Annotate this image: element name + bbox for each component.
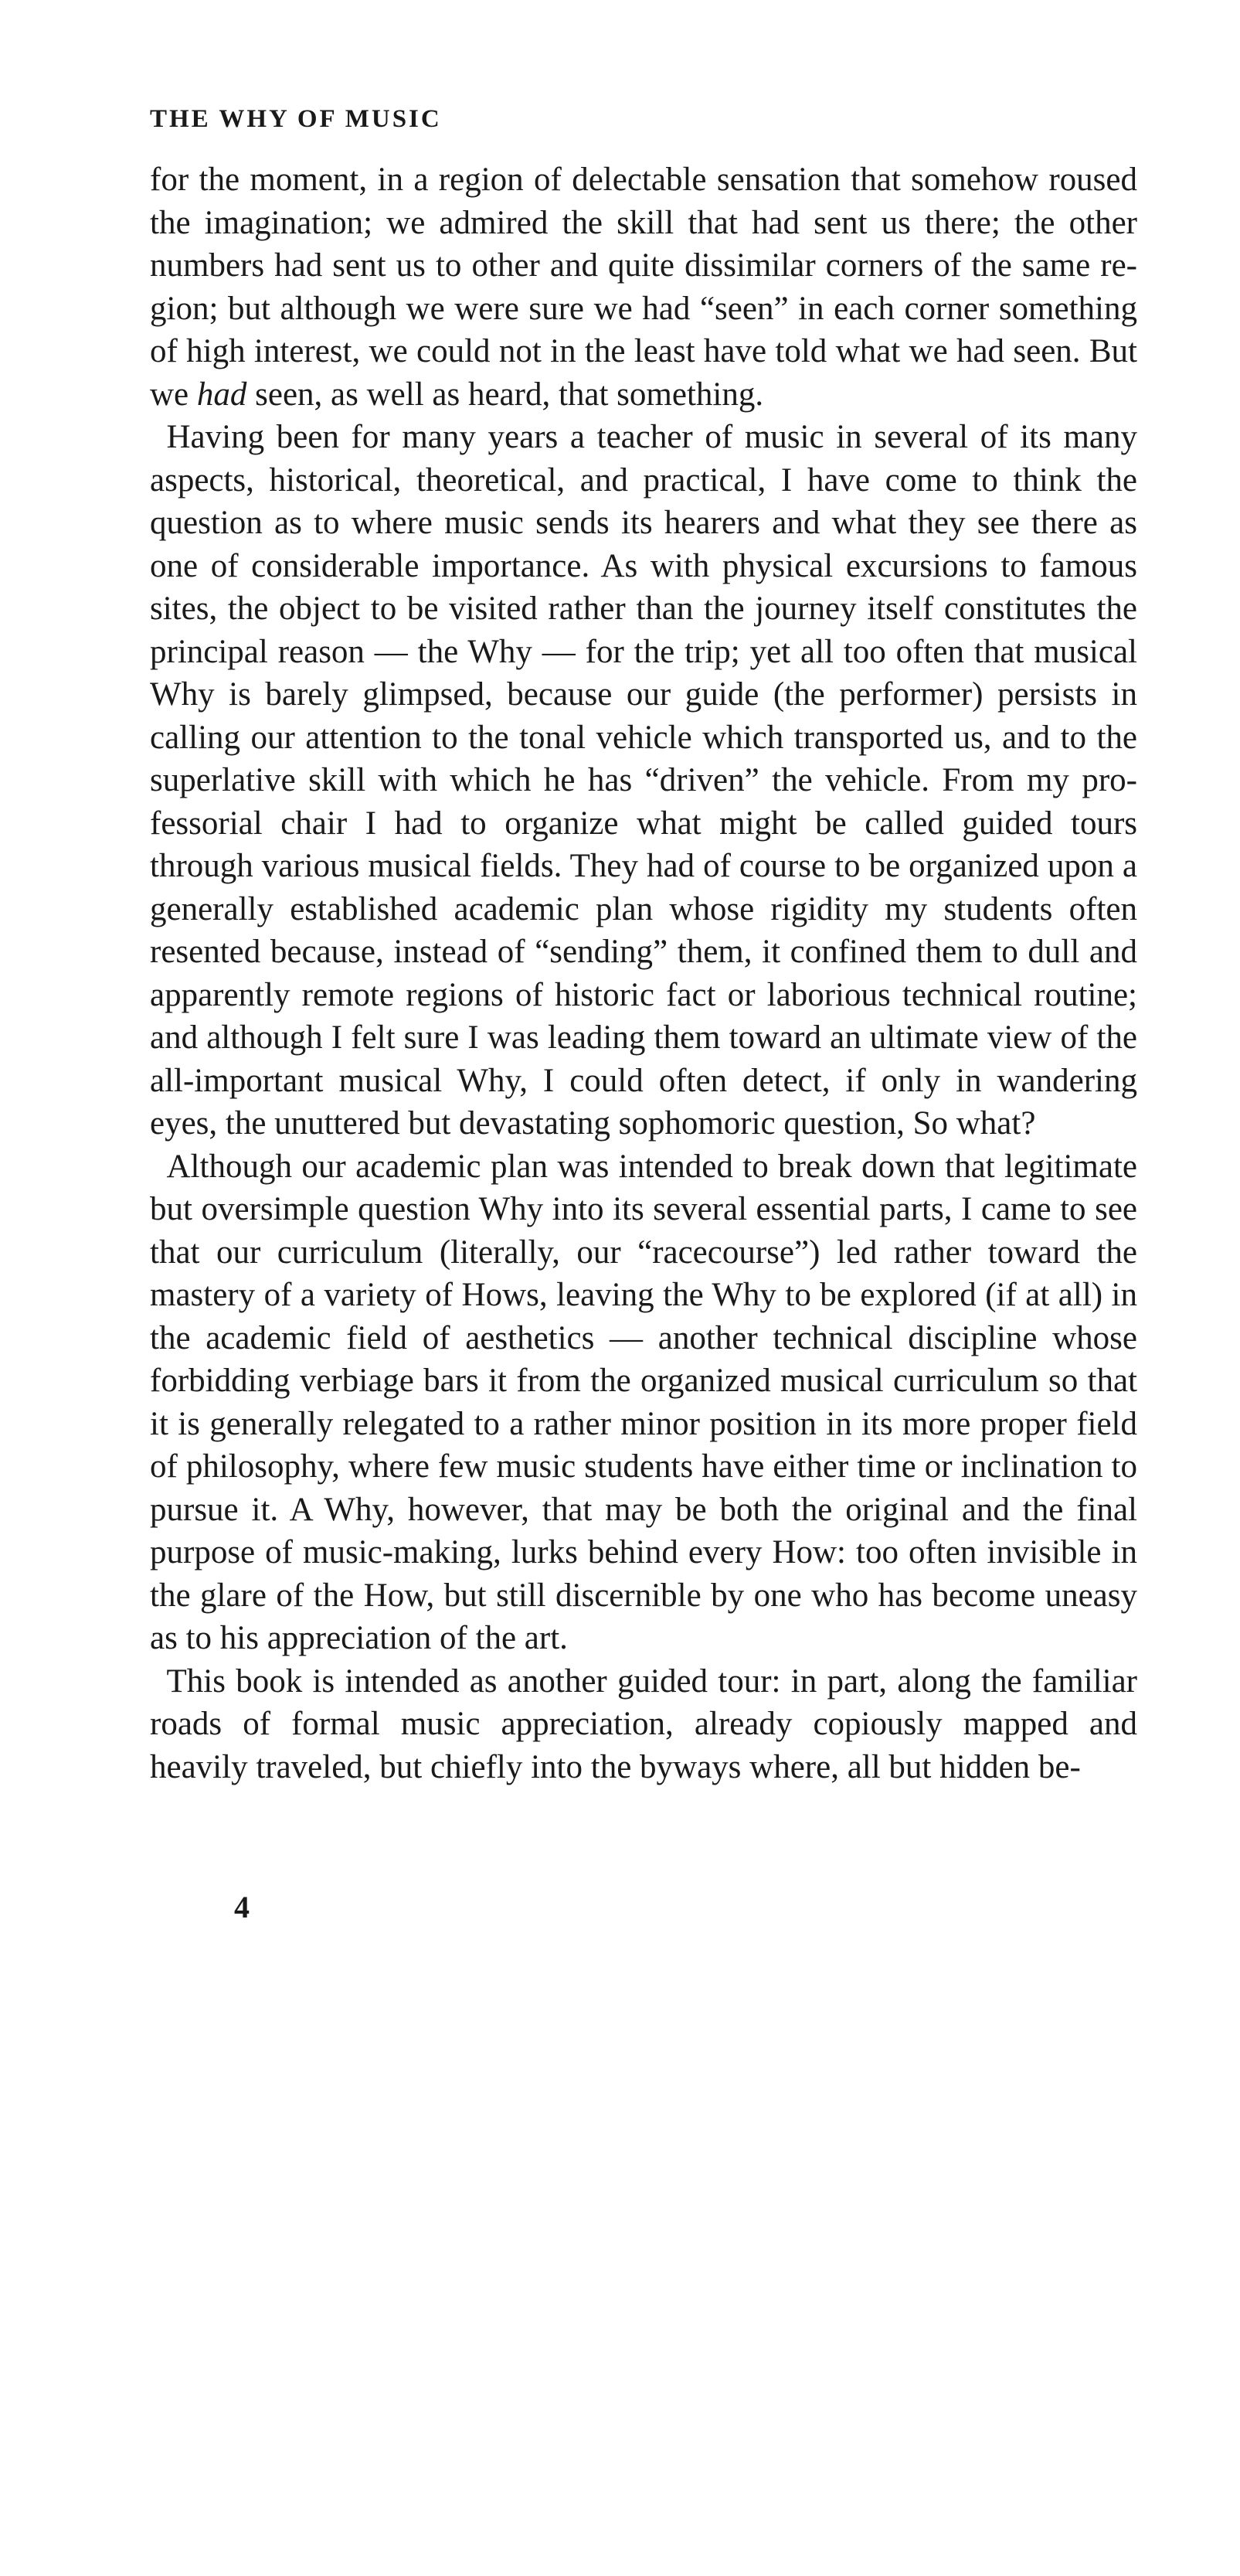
paragraph-text: Having been for many years a teacher of music in several of its many aspects, historical, theoretical, and practical, I have come to think the question as to where music sends its hearers and what they see there as one of considerable importance. As with physical excursions to famous sites, the object to be visited rather than the journey itself constitutes the principal reason — the Why — for the trip; yet all too often that musical Why is barely glimpsed, because our guide (the performer) persists in calling our attention to the tonal vehicle which transported us, and to the superlative skill with which he has “driven” the vehicle. From my professorial chair I had to organize what might be called guided tours through various musical fields. They had of course to be organized upon a generally established academic plan whose rigidity my students often resented because, instead of “sending” them, it confined them to dull and apparently remote regions of historic fact or laborious technical routine; and although I felt sure I was leading them toward an ultimate view of the all-important musical Why, I could often detect, if only in wandering eyes, the unuttered but devastating sophomoric question, So what? bbox=[150, 419, 1137, 1142]
paragraph bbox=[150, 1145, 1137, 1660]
paragraph bbox=[150, 158, 1137, 416]
paragraph bbox=[150, 1660, 1137, 1789]
paragraph-text: seen, as well as heard, that something. bbox=[246, 376, 764, 413]
paragraph-text: for the moment, in a region of delectable sensation that somehow roused the imagination; we admired the skill that had sent us there; the other numbers had sent us to other and quite dissimilar corners of the same region; but although we were sure we had “seen” in each corner something of high interest, we could not in the least have told what we had seen. But we bbox=[150, 162, 1137, 413]
italic-text: had bbox=[196, 376, 247, 413]
page-number: 4 bbox=[234, 1890, 250, 1924]
paragraph-text: This book is intended as another guided tour: in part, along the familiar roads of formal music appreciation, already copiously mapped and heavily traveled, but chiefly into the byways where, all but hidden be- bbox=[150, 1662, 1137, 1785]
body-text bbox=[150, 158, 1137, 1788]
running-head: THE WHY OF MUSIC bbox=[150, 105, 442, 133]
paragraph-text: Although our academic plan was intended to break down that legitimate but oversimple question Why into its several essential parts, I came to see that our curriculum (literally, our “racecourse”) led rather toward the mastery of a variety of Hows, leaving the Why to be explored (if at all) in the academic field of aesthetics — another technical discipline whose forbidding verbiage bars it from the organized musical curriculum so that it is generally relegated to a rather minor position in its more proper field of philosophy, where few music students have either time or inclination to pursue it. A Why, however, that may be both the original and the final purpose of music-making, lurks behind every How: too often invisible in the glare of the How, but still discernible by one who has become uneasy as to his appreciation of the art. bbox=[150, 1148, 1137, 1656]
paragraph bbox=[150, 416, 1137, 1145]
